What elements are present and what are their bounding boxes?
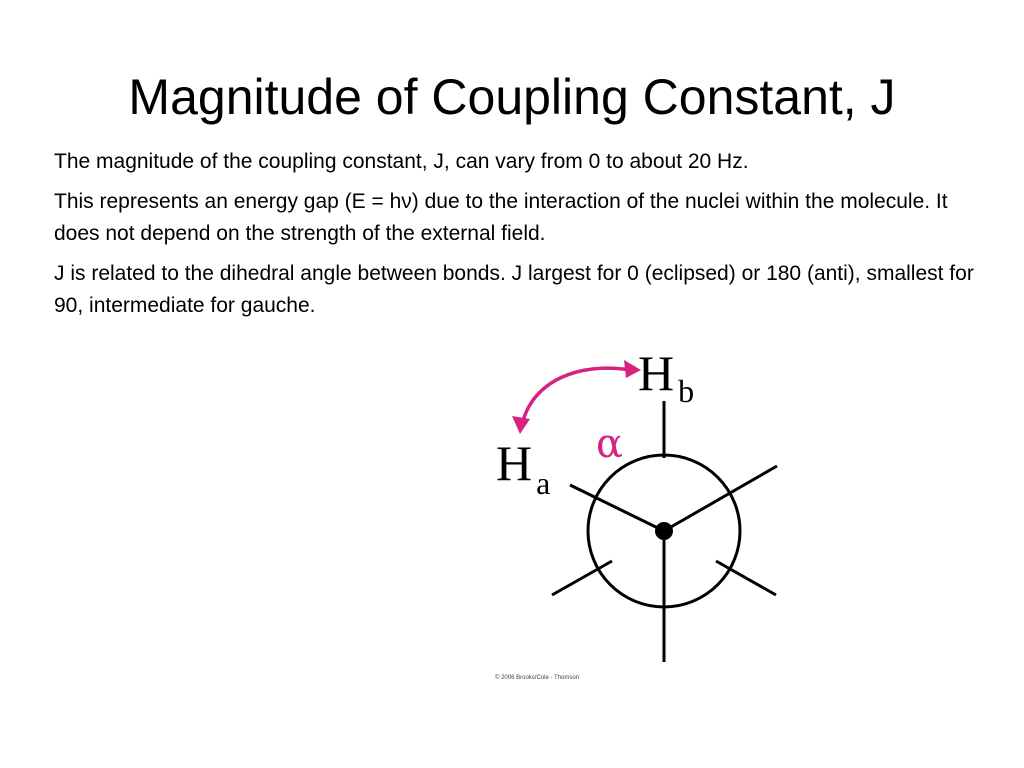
paragraph-dihedral: J is related to the dihedral angle between bonds. J largest for 0 (eclipsed) or 180 (anti), smallest for 90, intermediate for gauche. [54,262,974,317]
arrow-head-left [512,416,530,434]
h-a-main: H [496,435,533,491]
dihedral-angle-symbol: α [596,421,624,467]
copyright-notice: © 2006 Brooks/Cole - Thomson [495,675,580,681]
dihedral-arrow [522,368,630,425]
front-bond-upper-right [664,466,777,531]
paragraph-range: The magnitude of the coupling constant, J, can vary from 0 to about 20 Hz. [54,150,749,173]
front-bond-upper-left [570,485,664,531]
front-carbon-dot [655,522,673,540]
newman-projection-diagram [480,340,800,690]
slide-body [54,146,984,330]
h-b-main: H [638,345,675,401]
slide-title: Magnitude of Coupling Constant, J [128,69,896,125]
h-b-label [638,345,694,409]
h-b-subscript: b [678,373,695,409]
h-a-label [496,435,550,501]
h-a-subscript: a [536,465,551,501]
paragraph-energy-gap: This represents an energy gap (E = hν) due to the interaction of the nuclei within the molecule. It does not depend on the strength of the external field. [54,190,948,245]
